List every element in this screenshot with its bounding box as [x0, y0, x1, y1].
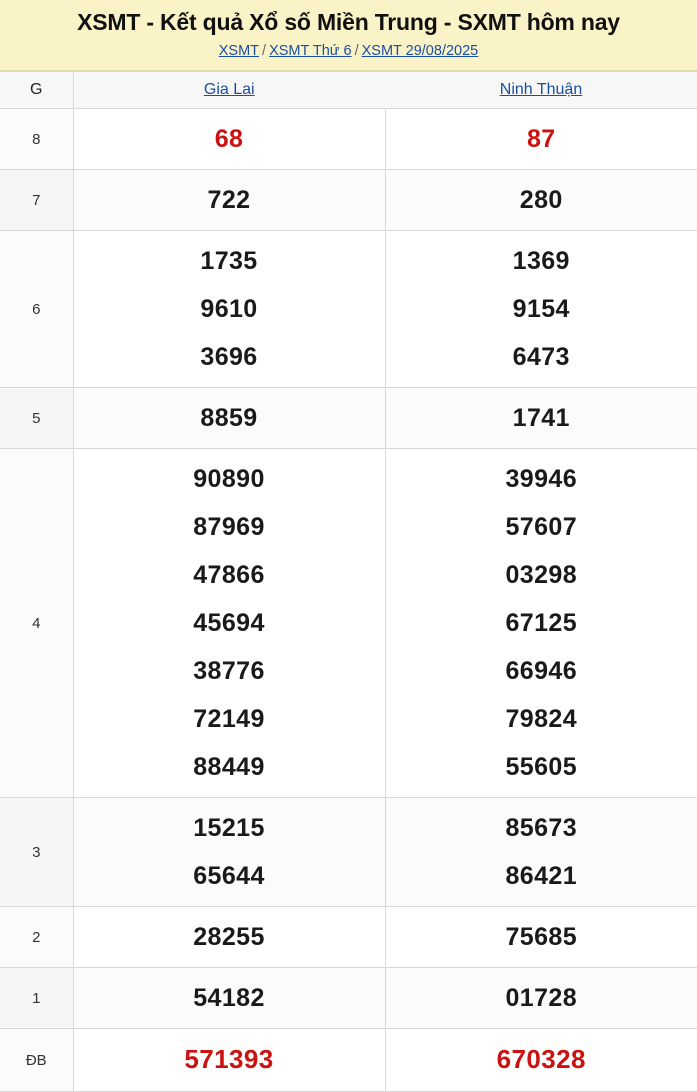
numbers-cell-ninh-thuan: [385, 388, 697, 449]
lottery-number: 3696: [74, 333, 385, 381]
numbers-cell-gia-lai: [73, 231, 385, 388]
breadcrumb-link-date[interactable]: XSMT 29/08/2025: [362, 43, 479, 59]
lottery-number: 1735: [74, 237, 385, 285]
breadcrumb-separator-1: /: [262, 43, 266, 59]
numbers-cell-ninh-thuan: [385, 907, 697, 968]
page-header: [0, 0, 697, 71]
lottery-number: 670328: [386, 1035, 697, 1085]
results-table-body: [0, 109, 697, 1092]
column-header-province-2: [385, 72, 697, 109]
table-row: [0, 907, 697, 968]
prize-label: 4: [0, 449, 73, 798]
breadcrumb-separator-2: /: [355, 43, 359, 59]
lottery-number: 87: [386, 115, 697, 163]
lottery-number: 66946: [386, 647, 697, 695]
table-row: [0, 170, 697, 231]
lottery-number: 65644: [74, 852, 385, 900]
lottery-number: 79824: [386, 695, 697, 743]
lottery-number: 90890: [74, 455, 385, 503]
lottery-number: 57607: [386, 503, 697, 551]
lottery-number: 86421: [386, 852, 697, 900]
numbers-cell-ninh-thuan: [385, 170, 697, 231]
lottery-number: 39946: [386, 455, 697, 503]
prize-label: 6: [0, 231, 73, 388]
lottery-number: 75685: [386, 913, 697, 961]
lottery-number: 67125: [386, 599, 697, 647]
lottery-number: 68: [74, 115, 385, 163]
lottery-number: 55605: [386, 743, 697, 791]
prize-label: ĐB: [0, 1029, 73, 1092]
page-title: XSMT - Kết quả Xổ số Miền Trung - SXMT hôm nay: [0, 8, 697, 37]
prize-label: 3: [0, 798, 73, 907]
lottery-number: 9610: [74, 285, 385, 333]
numbers-cell-ninh-thuan: [385, 449, 697, 798]
numbers-cell-ninh-thuan: [385, 798, 697, 907]
lottery-number: 01728: [386, 974, 697, 1022]
prize-label: 2: [0, 907, 73, 968]
province-link-gia-lai[interactable]: Gia Lai: [204, 81, 255, 98]
numbers-cell-gia-lai: [73, 1029, 385, 1092]
lottery-number: 722: [74, 176, 385, 224]
column-header-prize: G: [0, 72, 73, 109]
table-row: [0, 109, 697, 170]
lottery-number: 47866: [74, 551, 385, 599]
prize-label: 5: [0, 388, 73, 449]
lottery-number: 28255: [74, 913, 385, 961]
numbers-cell-gia-lai: [73, 388, 385, 449]
lottery-number: 38776: [74, 647, 385, 695]
numbers-cell-ninh-thuan: [385, 109, 697, 170]
lottery-number: 85673: [386, 804, 697, 852]
results-table: [0, 71, 697, 1092]
lottery-number: 1741: [386, 394, 697, 442]
table-row: [0, 798, 697, 907]
lottery-number: 280: [386, 176, 697, 224]
lottery-number: 1369: [386, 237, 697, 285]
lottery-number: 571393: [74, 1035, 385, 1085]
column-header-province-1: [73, 72, 385, 109]
table-row: [0, 388, 697, 449]
lottery-number: 88449: [74, 743, 385, 791]
table-row: [0, 1029, 697, 1092]
lottery-number: 6473: [386, 333, 697, 381]
lottery-number: 03298: [386, 551, 697, 599]
numbers-cell-ninh-thuan: [385, 968, 697, 1029]
lottery-number: 72149: [74, 695, 385, 743]
lottery-number: 54182: [74, 974, 385, 1022]
prize-label: 7: [0, 170, 73, 231]
lottery-number: 87969: [74, 503, 385, 551]
numbers-cell-gia-lai: [73, 968, 385, 1029]
table-row: [0, 231, 697, 388]
table-row: [0, 968, 697, 1029]
lottery-number: 9154: [386, 285, 697, 333]
results-table-head: [0, 72, 697, 109]
breadcrumb-link-weekday[interactable]: XSMT Thứ 6: [269, 43, 352, 59]
numbers-cell-ninh-thuan: [385, 1029, 697, 1092]
table-header-row: [0, 72, 697, 109]
numbers-cell-gia-lai: [73, 109, 385, 170]
breadcrumb: [0, 43, 697, 60]
numbers-cell-gia-lai: [73, 170, 385, 231]
numbers-cell-gia-lai: [73, 449, 385, 798]
numbers-cell-ninh-thuan: [385, 231, 697, 388]
breadcrumb-link-region[interactable]: XSMT: [219, 43, 259, 59]
numbers-cell-gia-lai: [73, 798, 385, 907]
table-row: [0, 449, 697, 798]
province-link-ninh-thuan[interactable]: Ninh Thuận: [500, 81, 582, 98]
lottery-number: 45694: [74, 599, 385, 647]
numbers-cell-gia-lai: [73, 907, 385, 968]
prize-label: 1: [0, 968, 73, 1029]
prize-label: 8: [0, 109, 73, 170]
lottery-number: 8859: [74, 394, 385, 442]
lottery-number: 15215: [74, 804, 385, 852]
